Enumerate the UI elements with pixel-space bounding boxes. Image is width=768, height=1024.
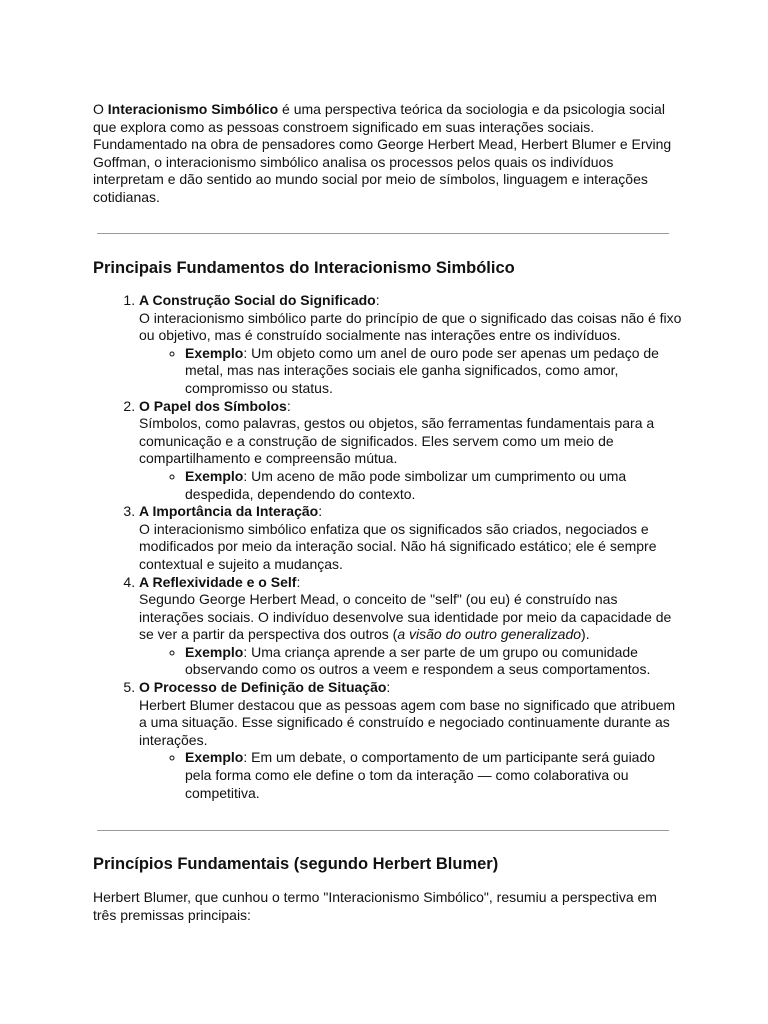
- horizontal-divider: [97, 233, 669, 234]
- example-item: [185, 345, 683, 398]
- section-heading-principios: Princípios Fundamentais (segundo Herbert Blumer): [93, 855, 499, 873]
- list-item: [139, 679, 683, 802]
- item-body: Símbolos, como palavras, gestos ou objetos, são ferramentas fundamentais para a comunicação e a construção de significados. Eles servem como um meio de compartilhamento e compreensão mútua.: [139, 415, 655, 467]
- example-label: Exemplo: [185, 643, 244, 660]
- example-text: : Uma criança aprende a ser parte de um grupo ou comunidade observando como os outros a veem e respondem a seus comportamentos.: [185, 643, 651, 678]
- item-title: O Processo de Definição de Situação: [139, 679, 387, 696]
- intro-term: Interacionismo Simbólico: [107, 101, 279, 117]
- list-item: [139, 574, 683, 680]
- item-colon: :: [286, 397, 291, 414]
- list-item: [139, 503, 683, 573]
- example-list: [139, 468, 683, 503]
- blumer-paragraph: Herbert Blumer, que cunhou o termo "Interacionismo Simbólico", resumiu a perspectiva em três premissas principais:: [93, 889, 657, 923]
- fundamentos-list: [93, 292, 683, 802]
- item-body-italic: a visão do outro generalizado: [397, 626, 582, 643]
- example-label: Exemplo: [185, 344, 244, 361]
- item-body-end: ).: [581, 626, 590, 643]
- item-body: Herbert Blumer destacou que as pessoas agem com base no significado que atribuem a uma situação. Esse significado é construído e negociado continuamente durante as interações.: [139, 696, 676, 748]
- list-item: [139, 398, 683, 504]
- horizontal-divider: [97, 830, 669, 831]
- item-body: Segundo George Herbert Mead, o conceito de "self" (ou eu) é construído nas interações sociais. O indivíduo desenvolve sua identidade por meio da capacidade de se ver a partir da perspectiva dos outros (: [139, 591, 672, 643]
- item-body: O interacionismo simbólico enfatiza que os significados são criados, negociados e modificados por meio da interação social. Não há significado estático; ele é sempre contextual e sujeito a mudanças.: [139, 520, 657, 572]
- example-label: Exemplo: [185, 749, 244, 766]
- item-title: A Importância da Interação: [139, 503, 319, 520]
- intro-text: é uma perspectiva teórica da sociologia e da psicologia social que explora como as pessoas constroem significado em suas interações sociais. Fundamentado na obra de pensadores como George Herbert Mead, Herbert Blumer e Erving Goffman, o interacionismo simbólico analisa os processos pelos quais os indivíduos interpretam e dão sentido ao mundo social por meio de símbolos, linguagem e interações cotidianas.: [93, 101, 672, 205]
- item-title: A Reflexividade e o Self: [139, 573, 297, 590]
- example-list: [139, 345, 683, 398]
- item-title: A Construção Social do Significado: [139, 292, 376, 308]
- list-item: [139, 292, 683, 398]
- item-colon: :: [318, 503, 323, 520]
- section-heading-principais: Principais Fundamentos do Interacionismo Simbólico: [93, 259, 515, 277]
- item-title: O Papel dos Símbolos: [139, 397, 287, 414]
- example-list: [139, 644, 683, 679]
- item-colon: :: [386, 679, 391, 696]
- example-text: : Em um debate, o comportamento de um participante será guiado pela forma como ele define o tom da interação — como colaborativa ou competitiva.: [185, 749, 656, 801]
- example-item: [185, 644, 683, 679]
- example-text: : Um aceno de mão pode simbolizar um cumprimento ou uma despedida, dependendo do contexto.: [185, 467, 627, 502]
- item-colon: :: [296, 573, 301, 590]
- item-colon: :: [375, 292, 380, 308]
- example-list: [139, 749, 683, 802]
- item-body: O interacionismo simbólico parte do princípio de que o significado das coisas não é fixo ou objetivo, mas é construído socialmente nas interações entre os indivíduos.: [139, 309, 682, 344]
- intro-pre: O: [93, 101, 108, 117]
- example-item: [185, 749, 683, 802]
- example-item: [185, 468, 683, 503]
- example-text: : Um objeto como um anel de ouro pode ser apenas um pedaço de metal, mas nas interações sociais ele ganha significados, como amor, compromisso ou status.: [185, 344, 659, 396]
- example-label: Exemplo: [185, 467, 244, 484]
- intro-paragraph: [93, 101, 683, 207]
